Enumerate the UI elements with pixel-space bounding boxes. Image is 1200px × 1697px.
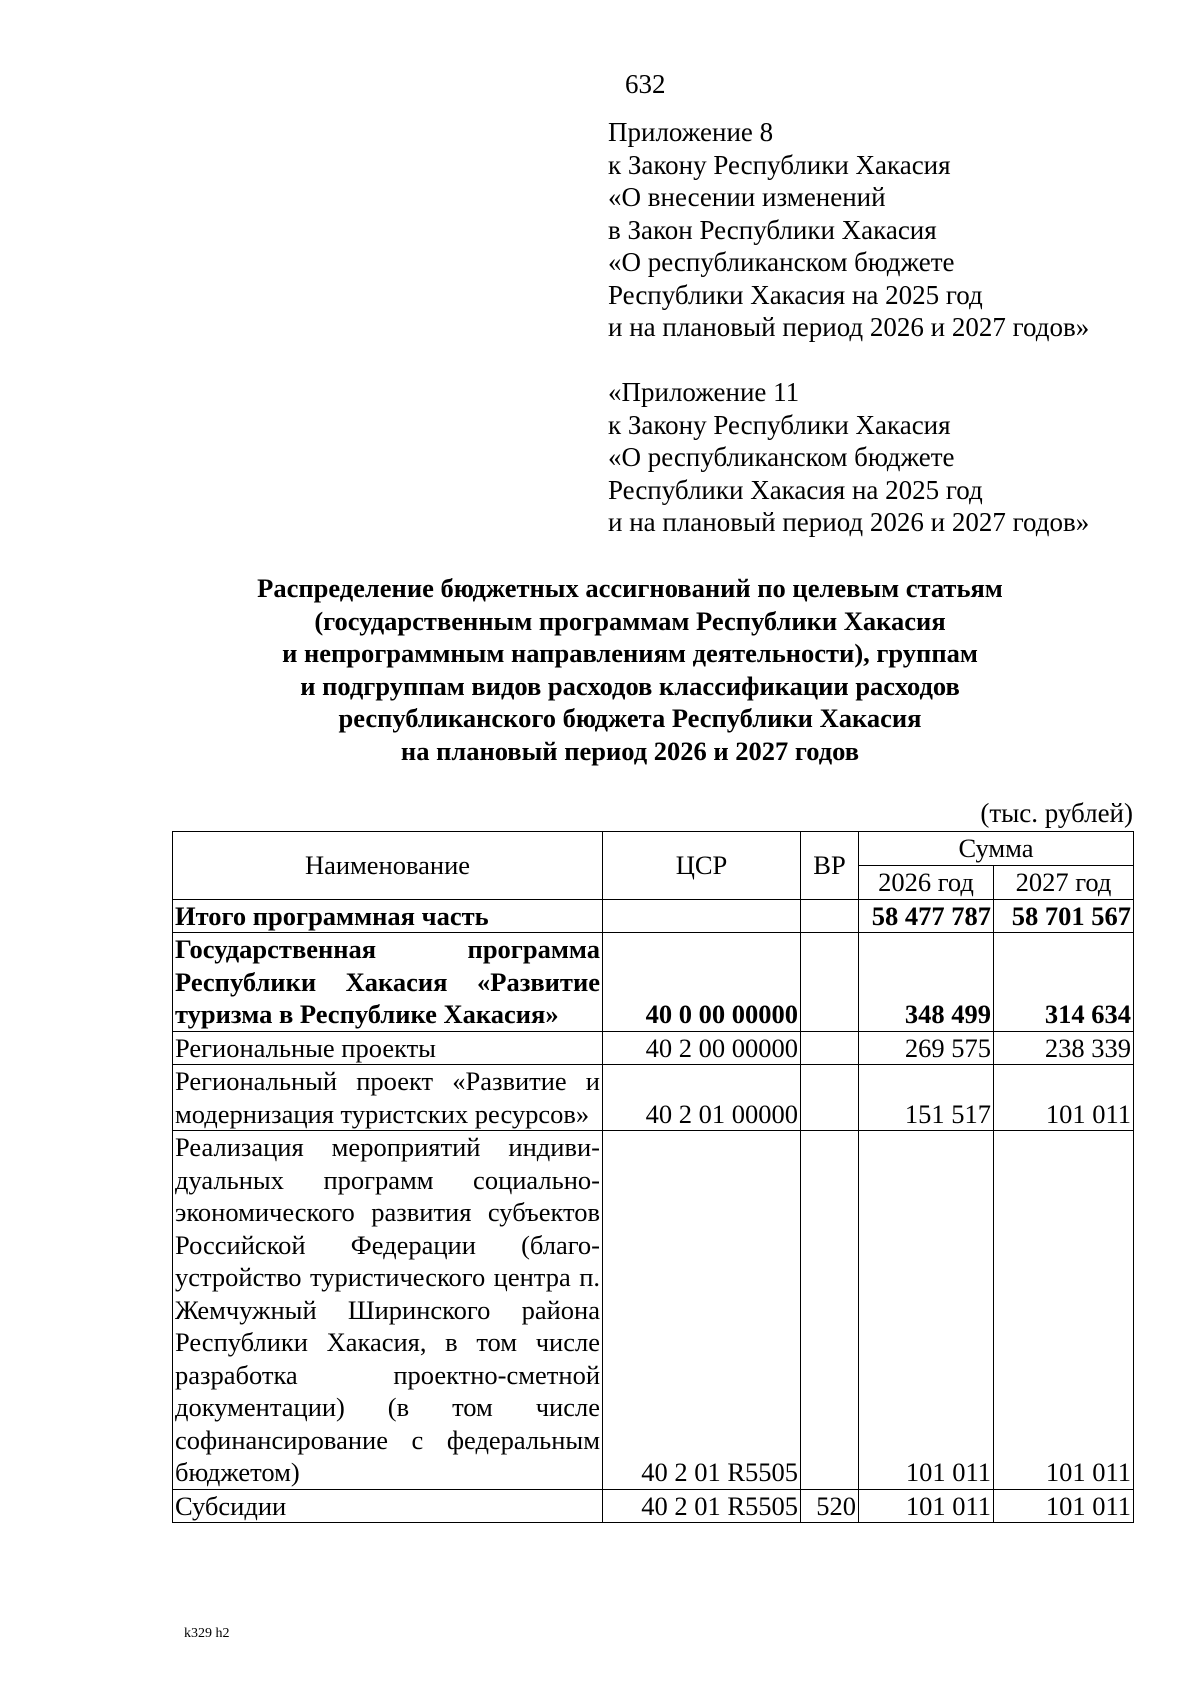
appendix-line: и на плановый период 2026 и 2027 годов» <box>608 312 1090 342</box>
row-2026: 58 477 787 <box>859 899 994 933</box>
header-csr: ЦСР <box>603 832 801 900</box>
table-row <box>173 1065 1134 1131</box>
row-name: Итого программная часть <box>173 899 603 933</box>
header-name: Наименование <box>173 832 603 900</box>
appendix-11-header <box>608 376 1168 539</box>
row-2026: 101 011 <box>859 1131 994 1490</box>
appendix-line: «О республиканском бюджете <box>608 442 955 472</box>
row-name: Субсидии <box>173 1489 603 1523</box>
row-name: Государственная программа Республики Хакасия «Развитие туризма в Республике Хакасия» <box>173 933 603 1032</box>
row-vr <box>801 1131 859 1490</box>
row-csr: 40 2 01 00000 <box>603 1065 801 1131</box>
row-2026: 151 517 <box>859 1065 994 1131</box>
title-line: республиканского бюджета Республики Хакасия <box>338 703 922 733</box>
page-number: 632 <box>625 69 666 99</box>
header-year-2026: 2026 год <box>859 866 994 900</box>
row-csr: 40 2 01 R5505 <box>603 1489 801 1523</box>
row-name: Региональный проект «Развитие и модернизация туристских ресурсов» <box>173 1065 603 1131</box>
row-csr: 40 2 01 R5505 <box>603 1131 801 1490</box>
row-2026: 269 575 <box>859 1031 994 1065</box>
table-row <box>173 899 1134 933</box>
row-vr: 520 <box>801 1489 859 1523</box>
appendix-line: Приложение 8 <box>608 117 774 147</box>
row-csr: 40 2 00 00000 <box>603 1031 801 1065</box>
row-vr <box>801 1065 859 1131</box>
appendix-line: к Закону Республики Хакасия <box>608 409 951 440</box>
row-name: Региональные проекты <box>173 1031 603 1065</box>
budget-table <box>172 831 1134 1523</box>
document-title <box>130 572 1130 767</box>
units-label: (тыс. рублей) <box>980 798 1133 828</box>
appendix-line: в Закон Республики Хакасия <box>608 214 937 245</box>
appendix-line: к Закону Республики Хакасия <box>608 149 951 180</box>
row-2027: 101 011 <box>994 1489 1134 1523</box>
row-2027: 238 339 <box>994 1031 1134 1065</box>
title-line: и непрограммным направлениям деятельности), группам <box>282 638 978 668</box>
appendix-line: «О республиканском бюджете <box>608 247 955 277</box>
header-year-2027: 2027 год <box>994 866 1134 900</box>
header-sum: Сумма <box>859 832 1134 866</box>
header-vr: ВР <box>801 832 859 900</box>
row-vr <box>801 899 859 933</box>
title-line: Распределение бюджетных ассигнований по целевым статьям <box>257 573 1003 603</box>
appendix-line: «О внесении изменений <box>608 182 886 212</box>
row-2027: 101 011 <box>994 1131 1134 1490</box>
row-2027: 58 701 567 <box>994 899 1134 933</box>
appendix-line: Республики Хакасия на 2025 год <box>608 279 983 310</box>
table-row <box>173 1489 1134 1523</box>
row-vr <box>801 933 859 1032</box>
appendix-8-header <box>608 116 1168 344</box>
row-2026: 348 499 <box>859 933 994 1032</box>
appendix-line: «Приложение 11 <box>608 377 800 407</box>
row-csr: 40 0 00 00000 <box>603 933 801 1032</box>
table-row <box>173 1131 1134 1490</box>
table-row <box>173 1031 1134 1065</box>
title-line: и подгруппам видов расходов классификации расходов <box>300 670 960 701</box>
row-2027: 101 011 <box>994 1065 1134 1131</box>
row-2026: 101 011 <box>859 1489 994 1523</box>
row-vr <box>801 1031 859 1065</box>
row-2027: 314 634 <box>994 933 1134 1032</box>
row-name: Реализация мероприятий индивидуальных программ социально-экономического развития субъектов Российской Федерации (благоустройство туристического центра п. Жемчужный Ширинского района Республики Хакасия, в том числе разработка проектно-сметной документации) (в том числе софинансирование с федеральным бюджетом) <box>173 1131 603 1490</box>
title-line: на плановый период 2026 и 2027 годов <box>400 735 860 766</box>
row-csr <box>603 899 801 933</box>
appendix-line: Республики Хакасия на 2025 год <box>608 474 983 505</box>
table-row <box>173 933 1134 1032</box>
title-line: (государственным программам Республики Хакасия <box>314 605 946 636</box>
appendix-line: и на плановый период 2026 и 2027 годов» <box>608 507 1090 537</box>
table-header <box>173 832 1134 900</box>
footer-code: k329 h2 <box>184 1626 230 1641</box>
